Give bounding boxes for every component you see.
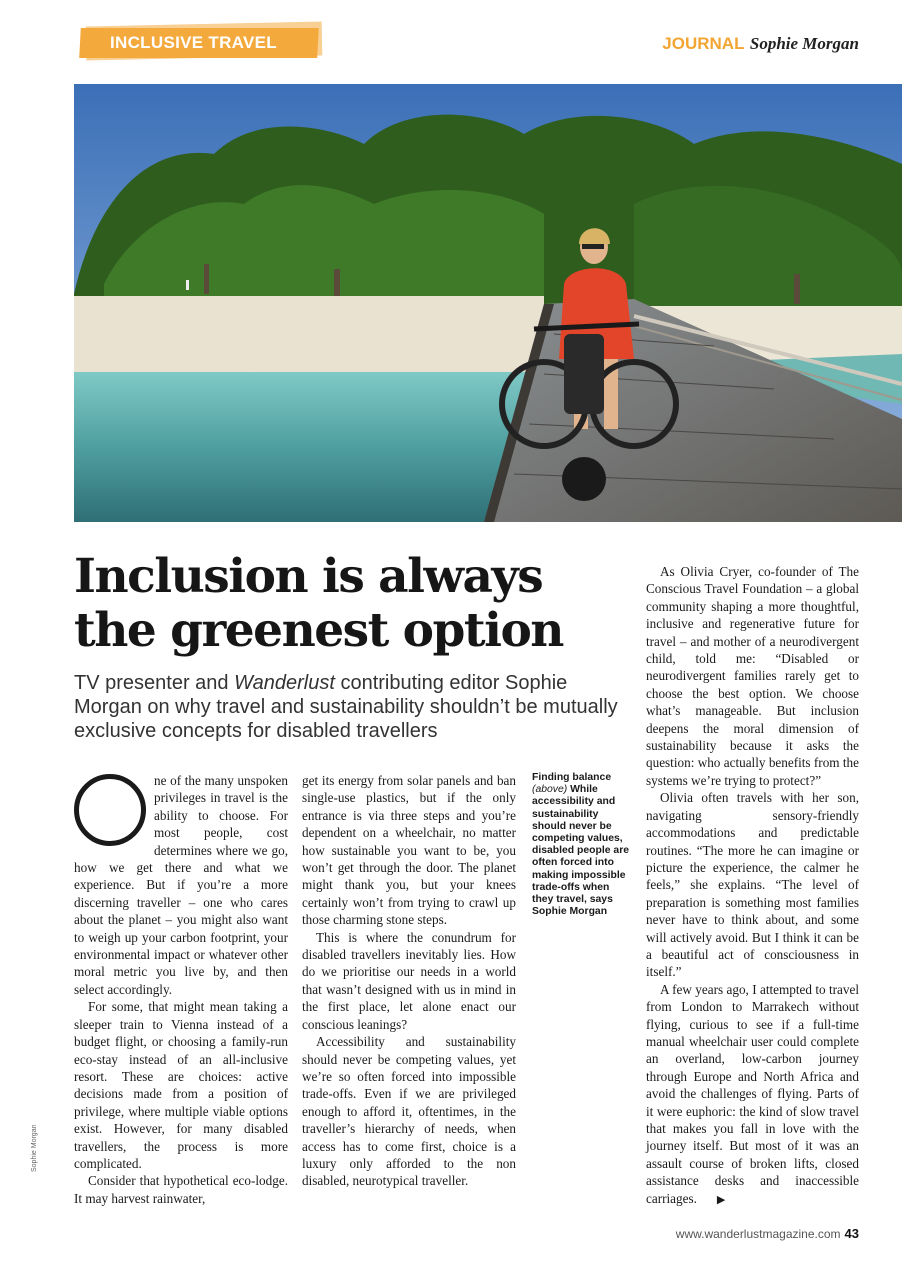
body-column-4 [646, 563, 859, 1209]
section-label: INCLUSIVE TRAVEL [110, 33, 277, 52]
paragraph: ne of the many unspoken privileges in travel is the ability to choose. For most people, cost determines where we go, how we get there and what we experience. But if you’re a more discerning traveller – one who cares about the planet – you might also want to weigh up your carbon footprint, your environmental impact or whatever other moral metric you live by, and then select accordingly. [74, 773, 288, 997]
body-column-2 [302, 772, 516, 1190]
paragraph [646, 981, 859, 1209]
paragraph: Consider that hypothetical eco-lodge. It may harvest rainwater, [74, 1173, 288, 1206]
footer-url: www.wanderlustmagazine.com [675, 1227, 841, 1241]
page-number: 43 [844, 1226, 859, 1241]
standfirst-magazine-name: Wanderlust [234, 672, 335, 694]
paragraph: Olivia often travels with her son, navigating sensory-friendly accommodations and predictable routines. “The more he can imagine or picture the experience, the calmer he feels,” she explains. “The level of preparation is something most families never have to think about, and some will actively avoid. But I think it can be a beautiful act of consciousness in itself.” [646, 790, 859, 980]
photo-credit: Sophie Morgan [31, 1124, 38, 1172]
hero-photo-illustration [74, 84, 902, 522]
paragraph: As Olivia Cryer, co-founder of The Conscious Travel Foundation – a global community shaping a more thoughtful, inclusive and regenerative future for travel – and mother of a neurodivergent child, told me: “Disabled or neurodivergent families rarely get to choose the best option. We choose what’s manageable. But inclusion deepens the moral dimension of sustainability because it asks the question: who actually benefits from the systems we’re trying to protect?” [646, 564, 859, 788]
paragraph: This is where the conundrum for disabled travellers inevitably lies. How do we prioritise our needs in a world that wasn’t designed with us in mind in the first place, let alone enact our conscious leanings? [302, 929, 516, 1032]
standfirst-part-2: contributing editor Sophie Morgan on why travel and sustainability shouldn’t be mutually exclusive concepts for disabled travellers [74, 672, 618, 742]
page-footer [676, 1226, 859, 1241]
paragraph-text: A few years ago, I attempted to travel from London to Marrakech without flying, curious to see if a full-time manual wheelchair user could complete an overland, low-carbon journey through Europe and North Africa and avoid the challenges of flying. Parts of it were euphoric: the kind of slow travel that makes you fall in love with the journey itself. But most of it was an assault course of broken lifts, closed assistance desks and inaccessible carriages. [646, 981, 859, 1206]
author-name: Sophie Morgan [749, 34, 859, 53]
journal-byline [662, 34, 859, 54]
caption-heading: Finding balance [532, 772, 612, 783]
paragraph: get its energy from solar panels and ban single-use plastics, but if the only entrance is via three steps and you’re dependent on a wheelchair, no matter how sustainable you want to be, you won’t get through the door. The planet might thank you, but your knees certainly won’t from trying to crawl up those charming stone steps. [302, 773, 516, 928]
standfirst-part-1: TV presenter and [74, 672, 235, 694]
end-of-article-icon: ▶ [716, 1193, 726, 1206]
paragraph: Accessibility and sustainability should never be competing values, yet we’re so often forced into impossible trade-offs. Even if we are privileged enough to afford it, oftentimes, in the traveller’s hierarchy of needs, when access has to come first, choice is a luxury only afforded to the non disabled, neurotypical traveller. [302, 1034, 516, 1189]
paragraph: For some, that might mean taking a sleeper train to Vienna instead of a budget flight, or choosing a family-run eco-stay instead of an all-inclusive resort. These are choices: active decisions made from a position of privilege, where multiple viable options exist. However, for many disabled travellers, the process is more complicated. [74, 999, 288, 1171]
article-standfirst [74, 671, 634, 743]
caption-direction: (above) [532, 784, 568, 796]
journal-label: JOURNAL [662, 34, 745, 53]
dropcap-o [74, 774, 146, 846]
hero-photo [74, 84, 902, 522]
body-column-1 [74, 772, 288, 1207]
photo-caption [532, 772, 632, 918]
caption-text: While accessibility and sustainability should never be competing values, disabled people are often forced into making impossible trade-offs when they travel, says Sophie Morgan [532, 784, 630, 918]
article-headline: Inclusion is always the greenest option [74, 549, 563, 658]
